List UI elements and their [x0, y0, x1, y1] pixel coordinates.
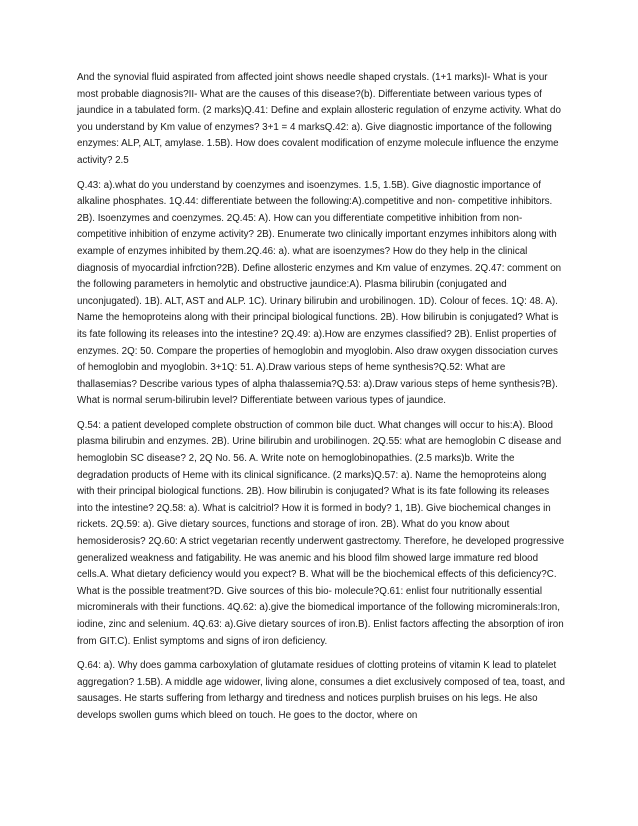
paragraph: Q.43: a).what do you understand by coenzymes and isoenzymes. 1.5, 1.5B). Give diagnostic importance of alkaline phosphates. 1Q.44: differentiate between the following:A).competitive and non- competitive inhibitors. 2B). Isoenzymes and coenzymes. 2Q.45: A). How can you differentiate competitive inhibition from non- competitive inhibition of enzyme activity? 2B). Enumerate two clinically important enzymes inhibitors along with example of enzymes inhibited by them.2Q.46: a). what are isoenzymes? How do they help in the clinical diagnosis of myocardial infrction?2B). Define allosteric enzymes and Km value of enzymes. 2Q.47: comment on the following parameters in hemolytic and obstructive jaundice:A). Plasma bilirubin (conjugated and unconjugated). 1B). ALT, AST and ALP. 1C). Urinary bilirubin and urobilinogen. 1D). Colour of feces. 1Q: 48. A). Name the hemoproteins along with their principal biological functions. 2B). How bilirubin is conjugated? What is its fate following its releases into the intestine? 2Q.49: a).How are enzymes classified? 2B). Enlist properties of enzymes. 2Q: 50. Compare the properties of hemoglobin and myoglobin. Also draw oxygen dissociation curves of hemoglobin and myoglobin. 3+1Q: 51. A).Draw various steps of heme synthesis?Q.52: What are thallasemias? Describe various types of alpha thalassemia?Q.53: a).Draw various steps of heme synthesis?B). What is normal serum-bilirubin level? Differentiate between various types of jaundice.: [77, 179, 562, 407]
paragraph: And the synovial fluid aspirated from affected joint shows needle shaped crystals. (1+1 marks)I- What is your most probable diagnosis?II- What are the causes of this disease?(b). Differentiate between various types of jaundice in a tabulated form. (2 marks)Q.41: Define and explain allosteric regulation of enzyme activity. What do you understand by Km value of enzymes? 3+1 = 4 marksQ.42: a). Give diagnostic importance of the following enzymes: ALP, ALT, amylase. 1.5B). How does covalent modification of enzyme molecule influence the enzyme activity? 2.5: [77, 72, 561, 166]
paragraph: Q.64: a). Why does gamma carboxylation of glutamate residues of clotting proteins of vitamin K lead to platelet aggregation? 1.5B). A middle age widower, living alone, consumes a diet exclusively composed of tea, toast, and sausages. He starts suffering from lethargy and tiredness and notices purplish bruises on his legs. He also develops swollen gums which bleed on touch. He goes to the doctor, where on: [77, 660, 565, 721]
document-body: [77, 70, 565, 733]
paragraph: Q.54: a patient developed complete obstruction of common bile duct. What changes will occur to his:A). Blood plasma bilirubin and enzymes. 2B). Urine bilirubin and urobilinogen. 2Q.55: what are hemoglobin C disease and hemoglobin SC disease? 2, 2Q No. 56. A. Write note on hemoglobinopathies. (2.5 marks)b. Write the degradation products of Heme with its clinical significance. (2 marks)Q.57: a). Name the hemoproteins along with their principal biological functions. 2B). How bilirubin is conjugated? What is its fate following its releases into the intestine? 2Q.58: a). What is calcitriol? How it is formed in body? 1, 1B). Give biochemical changes in rickets. 2Q.59: a). Give dietary sources, functions and storage of iron. 2B). What do you know about hemosiderosis? 2Q.60: A strict vegetarian recently underwent gastrectomy. Therefore, he developed progressive generalized weakness and fatigability. He was anemic and his blood film showed large immature red blood cells.A. What dietary deficiency would you expect? B. What will be the biochemical effects of this deficiency?C. What is the possible treatment?D. Give sources of this bio- molecule?Q.61: enlist four nutritionally essential microminerals with their functions. 4Q.62: a).give the biomedical importance of the following microminerals:Iron, iodine, zinc and selenium. 4Q.63: a).Give dietary sources of iron.B). Enlist factors affecting the absorption of iron from GIT.C). Enlist symptoms and signs of iron deficiency.: [77, 419, 565, 647]
